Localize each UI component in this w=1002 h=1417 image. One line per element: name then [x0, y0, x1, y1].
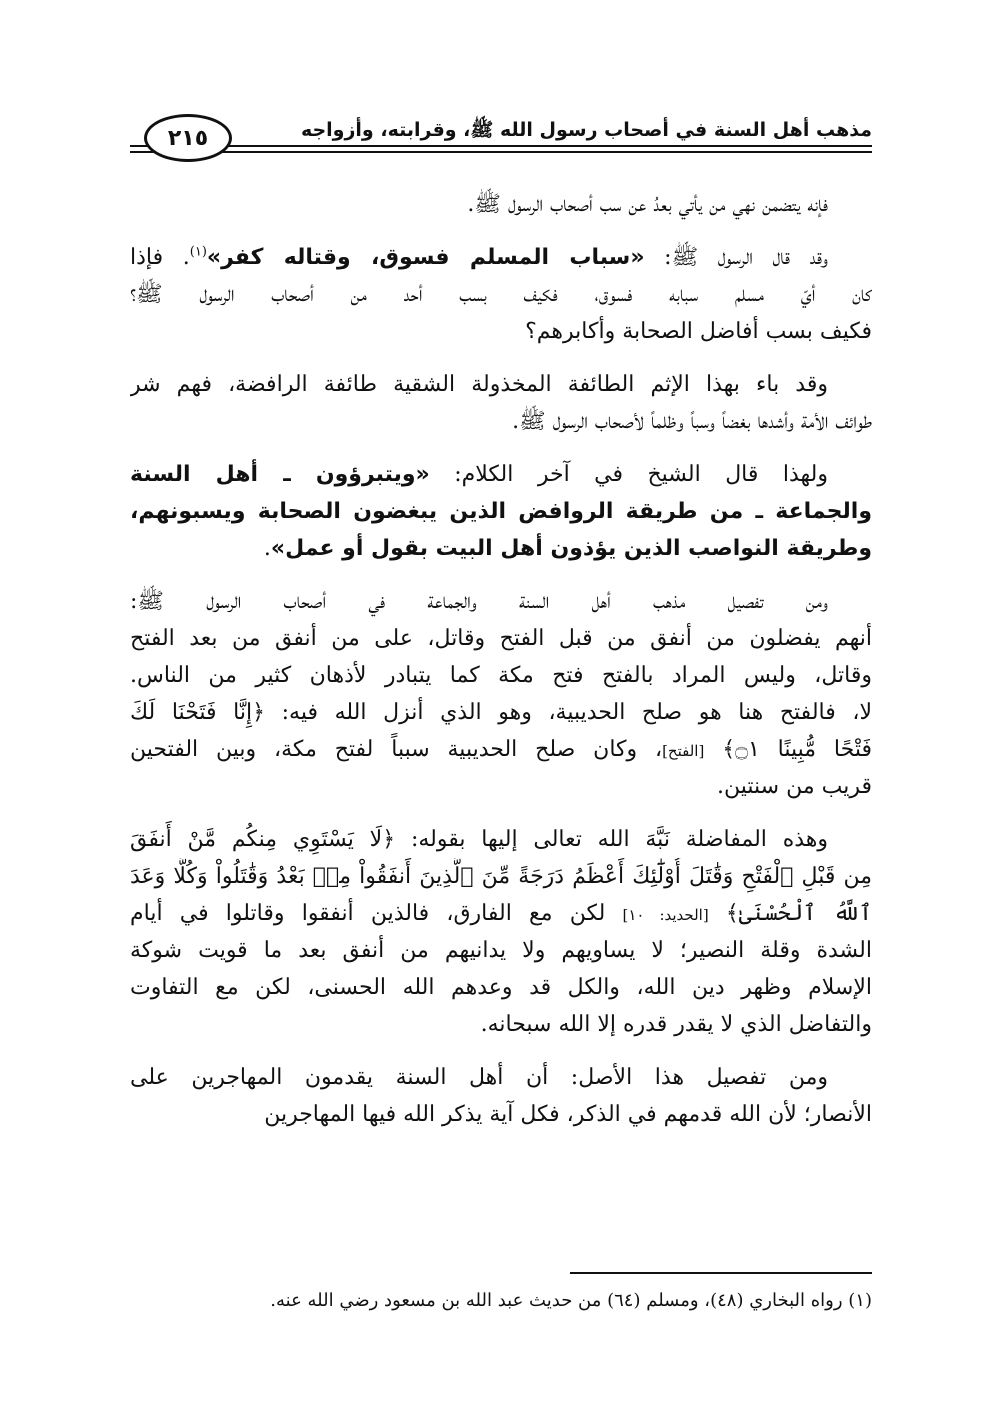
- text-line: [130, 493, 872, 530]
- text-span: فكيف بسب أفاضل الصحابة وأكابرهم؟: [525, 319, 872, 344]
- quran-verse: ﴿لَا يَسْتَوِي مِنكُم مَّنْ أَنفَقَ: [130, 827, 396, 852]
- quran-verse: فَتْحًا مُّبِينًا ۝١﴾: [704, 737, 872, 762]
- text-span: .: [263, 536, 271, 561]
- running-title: مذهب أهل السنة في أصحاب رسول الله ﷺ، وقرابته، وأزواجه: [300, 119, 872, 141]
- text-line: [130, 1059, 872, 1096]
- text-line: [130, 932, 872, 969]
- text-line: [130, 694, 872, 731]
- running-header: [130, 112, 872, 156]
- text-line: [130, 583, 872, 620]
- bold-quote: وطريقة النواصب الذين يؤذون أهل البيت بقول أو عمل»: [270, 536, 872, 561]
- bold-quote: والجماعة ـ من طريقة الروافض الذين يبغضون الصحابة ويسبونهم،: [130, 499, 872, 524]
- paragraph: [130, 186, 872, 223]
- text-span: أنهم يفضلون من أنفق من قبل الفتح وقاتل، على من أنفق من بعد الفتح: [130, 626, 872, 651]
- quran-verse: ٱللَّهُ ٱلْحُسْنَىٰ﴾: [708, 901, 872, 926]
- verse-citation: [الحديد: ١٠]: [622, 906, 709, 924]
- text-span: طوائف الأمة وأشدها بغضاً وسباً وظلماً لأصحاب الرسول ﷺ.: [512, 409, 872, 434]
- paragraph: [130, 456, 872, 567]
- paragraph: [130, 1059, 872, 1133]
- paragraph: [130, 366, 872, 440]
- text-line: [130, 768, 872, 805]
- text-span: والتفاضل الذي لا يقدر قدره إلا الله سبحانه.: [480, 1012, 872, 1037]
- text-span: ومن تفصيل مذهب أهل السنة والجماعة في أصحاب الرسول ﷺ:: [130, 589, 828, 614]
- text-span: كان أيّ مسلم سبابه فسوق، فكيف بسب أحد من أصحاب الرسول ﷺ؟: [130, 282, 872, 307]
- text-line: [130, 1006, 872, 1043]
- quran-verse: ﴿إِنَّا فَتَحْنَا لَكَ: [130, 700, 265, 725]
- text-line: [130, 731, 872, 768]
- text-line: [130, 821, 872, 858]
- text-line: [130, 403, 872, 440]
- paragraph: [130, 239, 872, 350]
- text-span: وقاتل، وليس المراد بالفتح فتح مكة كما يتبادر لأذهان كثير من الناس.: [130, 663, 872, 688]
- text-line: [130, 657, 872, 694]
- text-span: ومن تفصيل هذا الأصل: أن أهل السنة يقدمون المهاجرين على: [130, 1065, 828, 1090]
- footnote: (١) رواه البخاري (٤٨)، ومسلم (٦٤) من حديث عبد الله بن مسعود رضي الله عنه.: [270, 1290, 872, 1311]
- text-span: لا، فالفتح هنا هو صلح الحديبية، وهو الذي أنزل الله فيه:: [265, 700, 872, 725]
- quran-verse: مِن قَبْلِ ٱلْفَتْحِ وَقَٰتَلَ أُوْلَٰٓئِكَ أَعْظَمُ دَرَجَةً مِّنَ ٱلَّذِينَ أَنفَقُواْ مِنۢ بَعْدُ وَقَٰتَلُواْ وَكُلًّا وَعَدَ: [130, 864, 872, 889]
- header-rule-bottom: [130, 151, 872, 153]
- text-span: فإنه يتضمن نهي من يأتي بعدُ عن سب أصحاب الرسول ﷺ.: [467, 192, 828, 217]
- text-line: [130, 186, 872, 223]
- text-line: [130, 530, 872, 567]
- footnote-separator: [570, 1272, 872, 1274]
- text-line: [130, 620, 872, 657]
- text-span: الإسلام وظهر دين الله، والكل قد وعدهم الله الحسنى، لكن مع التفاوت: [130, 975, 872, 1000]
- text-span: قريب من سنتين.: [717, 774, 872, 799]
- verse-citation: [الفتح]: [662, 742, 705, 760]
- text-line: [130, 858, 872, 895]
- text-span: ، وكان صلح الحديبية سبباً لفتح مكة، وبين الفتحين: [130, 737, 663, 762]
- text-span: وقد قال الرسول ﷺ:: [644, 245, 828, 270]
- bold-quote: «سباب المسلم فسوق، وقتاله كفر»: [206, 245, 645, 270]
- text-span: . فإذا: [130, 245, 190, 270]
- text-line: [130, 895, 872, 932]
- bold-quote: «ويتبرؤون ـ أهل السنة: [130, 462, 430, 487]
- text-span: ولهذا قال الشيخ في آخر الكلام:: [429, 462, 828, 487]
- text-span: الأنصار؛ لأن الله قدمهم في الذكر، فكل آية يذكر الله فيها المهاجرين: [264, 1102, 872, 1127]
- text-line: [130, 239, 872, 276]
- text-span: وقد باء بهذا الإثم الطائفة المخذولة الشقية طائفة الرافضة، فهم شر: [130, 372, 828, 397]
- page-number-badge: ٢١٥: [144, 114, 232, 162]
- text-line: [130, 456, 872, 493]
- text-span: الشدة وقلة النصير؛ لا يساويهم ولا يدانيهم من أنفق بعد ما قويت شوكة: [130, 938, 872, 963]
- text-line: [130, 1096, 872, 1133]
- paragraph: [130, 821, 872, 1043]
- footnote-marker: (١): [189, 244, 207, 260]
- main-text: [130, 186, 872, 1149]
- text-span: وهذه المفاضلة نَبَّهَ الله تعالى إليها بقوله:: [395, 827, 828, 852]
- text-line: [130, 969, 872, 1006]
- text-line: [130, 366, 872, 403]
- text-span: لكن مع الفارق، فالذين أنفقوا وقاتلوا في أيام: [130, 901, 623, 926]
- paragraph: [130, 583, 872, 805]
- text-line: [130, 313, 872, 350]
- text-line: [130, 276, 872, 313]
